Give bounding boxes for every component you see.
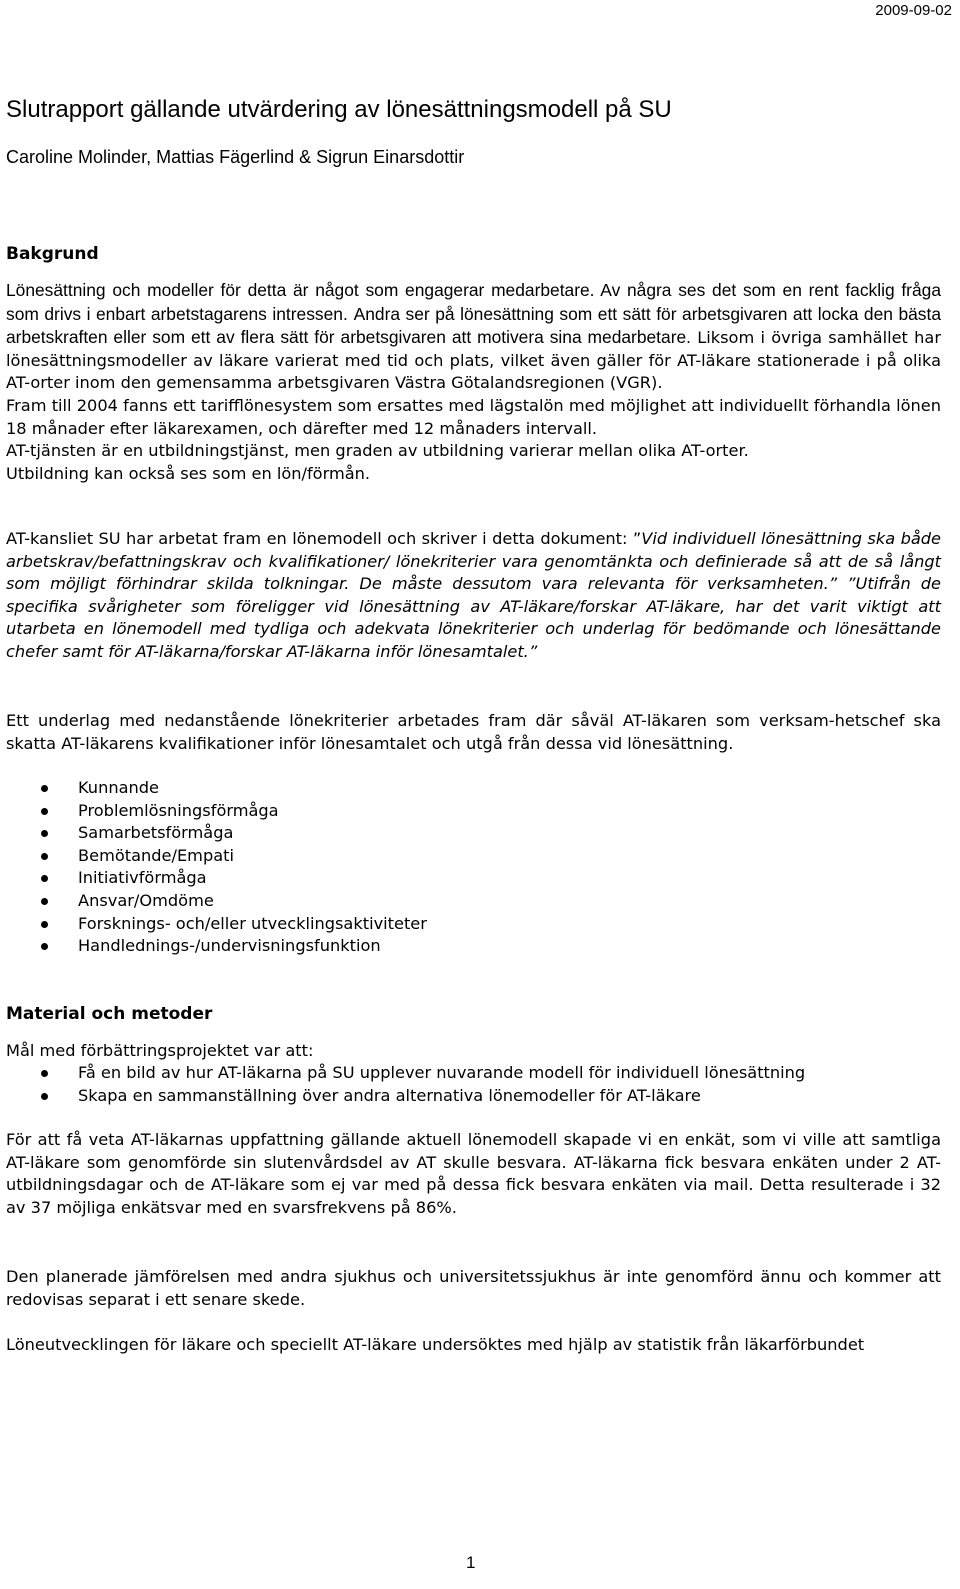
material-paragraph-3: Löneutvecklingen för läkare och speciellt AT-läkare undersöktes med hjälp av statistik från läkarförbundet xyxy=(6,1335,865,1354)
bakgrund-text-a: Lönesättning och modeller för detta är något som engagerar medarbetare. Av några ses det som en rent facklig fråga som drivs i enbart arbetstagarens intressen. xyxy=(6,280,941,324)
section-heading-material: Material och metoder xyxy=(6,1004,213,1024)
section-heading-bakgrund: Bakgrund xyxy=(6,244,99,264)
list-item: Få en bild av hur AT-läkarna på SU upplever nuvarande modell för individuell lönesättning xyxy=(0,1062,805,1085)
bakgrund-text-e: AT-tjänsten är en utbildningstjänst, men graden av utbildning varierar mellan olika AT-orter. xyxy=(6,441,749,461)
document-date: 2009-09-02 xyxy=(875,2,952,19)
bakgrund-paragraph-3: Ett underlag med nedanstående lönekriterier arbetades fram där såväl AT-läkaren som verksam-hetschef ska skatta AT-läkarens kvalifikationer inför lönesamtalet och utgå från dessa vid lönesättning. xyxy=(6,711,941,753)
lonekriterier-list xyxy=(0,777,427,958)
list-item: Initiativförmåga xyxy=(0,867,427,890)
list-item: Ansvar/Omdöme xyxy=(0,890,427,913)
material-paragraph-1: För att få veta AT-läkarnas uppfattning gällande aktuell lönemodell skapade vi en enkät, som vi ville att samtliga AT-läkare som genomförde sin slutenvårdsdel av AT skulle besvara. AT-läkarna fick besvara enkäten under 2 AT-utbildningsdagar och de AT-läkare som ej var med på dessa fick besvara enkäten via mail. Detta resulterade i 32 av 37 möjliga enkätsvar med en svarsfrekvens på 86%. xyxy=(6,1130,941,1217)
bakgrund-quote: Vid individuell lönesättning ska både arbetskrav/befattningskrav och kvalifikationer/ lönekriterier vara genomtänkta och definierade så att de så långt som möjligt förhindrar skilda tolkningar. De måste dessutom vara relevanta för verksamheten.” ”Utifrån de specifika svårigheter som föreligger vid lönesättning av AT-läkare/forskar AT-läkare, har det varit viktigt att utarbeta en lönemodell med tydliga och adekvata lönekriterier och underlag för bedömande och lönesättande chefer samt för AT-läkarna/forskar AT-läkarna inför lönesamtalet.” xyxy=(6,529,942,661)
goals-list xyxy=(0,1062,805,1107)
list-item: Forsknings- och/eller utvecklingsaktiviteter xyxy=(0,913,427,936)
bakgrund-text-c: Liksom i övriga samhället har lönesättningsmodeller av läkare varierat med tid och plats, vilket även gäller för AT-läkare stationerade i på olika AT-orter inom den gemensamma arbetsgivaren Västra Götalandsregionen (VGR). xyxy=(6,328,941,393)
list-item: Skapa en sammanställning över andra alternativa lönemodeller för AT-läkare xyxy=(0,1085,805,1108)
list-item: Samarbetsförmåga xyxy=(0,822,427,845)
list-item: Handlednings-/undervisningsfunktion xyxy=(0,935,427,958)
bakgrund-text-b: Andra ser på lönesättning som ett sätt för arbetsgivaren att locka den bästa arbetskraften eller som ett av flera sätt för arbetsgivaren att motivera sina medarbetare. xyxy=(6,303,941,348)
bakgrund-text-f: Utbildning kan också ses som en lön/förmån. xyxy=(6,463,371,483)
bakgrund-quote-intro: AT-kansliet SU har arbetat fram en lönemodell och skriver i detta dokument: ” xyxy=(6,529,642,548)
bakgrund-paragraph-2 xyxy=(6,528,941,664)
list-item: Bemötande/Empati xyxy=(0,845,427,868)
document-authors: Caroline Molinder, Mattias Fägerlind & Sigrun Einarsdottir xyxy=(6,147,465,167)
list-item: Kunnande xyxy=(0,777,427,800)
list-item: Problemlösningsförmåga xyxy=(0,800,427,823)
page-number: 1 xyxy=(466,1553,476,1572)
material-paragraph-2: Den planerade jämförelsen med andra sjukhus och universitetssjukhus är inte genomförd ännu och kommer att redovisas separat i ett senare skede. xyxy=(6,1267,941,1309)
material-intro: Mål med förbättringsprojektet var att: xyxy=(6,1041,314,1060)
document-title: Slutrapport gällande utvärdering av lönesättningsmodell på SU xyxy=(6,96,672,123)
bakgrund-text-d: Fram till 2004 fanns ett tarifflönesystem som ersattes med lägstalön med möjlighet att individuellt förhandla lönen 18 månader efter läkarexamen, och därefter med 12 månaders intervall. xyxy=(6,395,941,438)
bakgrund-paragraph-1 xyxy=(6,279,941,485)
